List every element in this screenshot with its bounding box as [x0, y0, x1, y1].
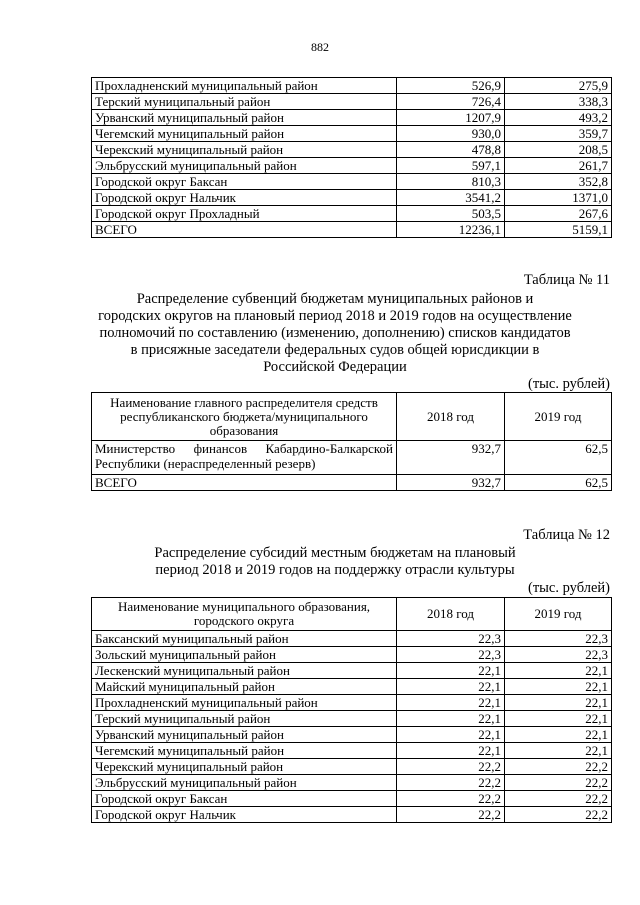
row-value-2019: 62,5 [505, 441, 612, 475]
table-row [92, 110, 612, 126]
row-name: ВСЕГО [92, 222, 397, 238]
table-row [92, 158, 612, 174]
table-12-caption [60, 545, 610, 579]
row-name: Урванский муниципальный район [92, 727, 397, 743]
row-value-2018: 1207,9 [397, 110, 505, 126]
row-value-2018: 22,1 [397, 727, 505, 743]
table-row [92, 695, 612, 711]
row-value-2018: 22,1 [397, 679, 505, 695]
row-name: Эльбрусский муниципальный район [92, 775, 397, 791]
row-value-2019: 208,5 [505, 142, 612, 158]
caption-line: Распределение субсидий местным бюджетам на плановый [154, 545, 516, 561]
row-value-2019: 22,1 [505, 679, 612, 695]
row-value-2019: 22,1 [505, 695, 612, 711]
row-value-2019: 62,5 [505, 475, 612, 491]
table-row [92, 807, 612, 823]
row-name: Урванский муниципальный район [92, 110, 397, 126]
row-name: Черекский муниципальный район [92, 759, 397, 775]
row-name: Чегемский муниципальный район [92, 743, 397, 759]
table-row [92, 679, 612, 695]
row-value-2019: 493,2 [505, 110, 612, 126]
table-11 [91, 392, 612, 491]
row-name: Эльбрусский муниципальный район [92, 158, 397, 174]
row-value-2018: 526,9 [397, 78, 505, 94]
caption-line: период 2018 и 2019 годов на поддержку отрасли культуры [155, 562, 515, 578]
row-name: Терский муниципальный район [92, 711, 397, 727]
row-name: Терский муниципальный район [92, 94, 397, 110]
header-year-2019: 2019 год [505, 393, 612, 441]
row-value-2018: 22,2 [397, 791, 505, 807]
table-row [92, 126, 612, 142]
header-name: Наименование главного распределителя средств республиканского бюджета/муниципального образования [92, 393, 397, 441]
row-name: Городской округ Нальчик [92, 190, 397, 206]
table-row [92, 78, 612, 94]
row-value-2019: 359,7 [505, 126, 612, 142]
table-12-units: (тыс. рублей) [528, 580, 610, 596]
table-12 [91, 597, 612, 823]
table-row [92, 759, 612, 775]
caption-line: Распределение субвенций бюджетам муниципальных районов и [136, 291, 534, 307]
row-value-2019: 22,1 [505, 743, 612, 759]
row-value-2019: 22,2 [505, 807, 612, 823]
row-value-2019: 22,1 [505, 711, 612, 727]
row-value-2019: 267,6 [505, 206, 612, 222]
row-value-2018: 503,5 [397, 206, 505, 222]
row-name: Лескенский муниципальный район [92, 663, 397, 679]
caption-line: Российской Федерации [263, 359, 407, 375]
row-value-2018: 22,1 [397, 743, 505, 759]
table-row [92, 663, 612, 679]
row-value-2018: 932,7 [397, 475, 505, 491]
table-11-number: Таблица № 11 [523, 272, 610, 288]
row-value-2019: 338,3 [505, 94, 612, 110]
table-row [92, 174, 612, 190]
row-value-2018: 932,7 [397, 441, 505, 475]
row-value-2018: 22,2 [397, 807, 505, 823]
caption-line: полномочий по составлению (изменению, дополнению) списков кандидатов [99, 325, 571, 341]
table-row [92, 711, 612, 727]
caption-line: городских округов на плановый период 2018 и 2019 годов на осуществление [98, 308, 572, 324]
table-row [92, 775, 612, 791]
row-value-2018: 3541,2 [397, 190, 505, 206]
table-11-caption [60, 291, 610, 376]
row-name: Городской округ Нальчик [92, 807, 397, 823]
row-name: Прохладненский муниципальный район [92, 695, 397, 711]
table-row [92, 94, 612, 110]
row-value-2019: 22,1 [505, 727, 612, 743]
row-value-2019: 352,8 [505, 174, 612, 190]
row-name: Баксанский муниципальный район [92, 631, 397, 647]
row-value-2018: 12236,1 [397, 222, 505, 238]
table-row [92, 190, 612, 206]
table-row [92, 206, 612, 222]
table-continuation [91, 77, 612, 238]
row-value-2018: 22,2 [397, 759, 505, 775]
row-value-2019: 22,1 [505, 663, 612, 679]
header-year-2019: 2019 год [505, 598, 612, 631]
caption-line: в присяжные заседатели федеральных судов общей юрисдикции в [130, 342, 540, 358]
row-name: Городской округ Баксан [92, 791, 397, 807]
row-name: Городской округ Прохладный [92, 206, 397, 222]
row-value-2018: 22,1 [397, 695, 505, 711]
header-year-2018: 2018 год [397, 598, 505, 631]
row-value-2018: 22,3 [397, 631, 505, 647]
row-value-2018: 478,8 [397, 142, 505, 158]
row-name: Черекский муниципальный район [92, 142, 397, 158]
row-value-2018: 22,2 [397, 775, 505, 791]
row-value-2019: 261,7 [505, 158, 612, 174]
table-12-number: Таблица № 12 [523, 527, 610, 543]
row-name: Чегемский муниципальный район [92, 126, 397, 142]
row-value-2018: 22,1 [397, 711, 505, 727]
page-number: 882 [311, 40, 329, 54]
row-name: Прохладненский муниципальный район [92, 78, 397, 94]
row-name: Зольский муниципальный район [92, 647, 397, 663]
row-value-2019: 1371,0 [505, 190, 612, 206]
row-value-2019: 5159,1 [505, 222, 612, 238]
row-value-2019: 275,9 [505, 78, 612, 94]
row-value-2018: 597,1 [397, 158, 505, 174]
row-name: Министерство финансов Кабардино-Балкарской Республики (нераспределенный резерв) [92, 441, 397, 475]
row-name: ВСЕГО [92, 475, 397, 491]
table-row [92, 647, 612, 663]
header-name: Наименование муниципального образования, городского округа [92, 598, 397, 631]
table-row [92, 791, 612, 807]
table-row [92, 743, 612, 759]
row-value-2018: 930,0 [397, 126, 505, 142]
row-value-2019: 22,2 [505, 775, 612, 791]
table-row [92, 222, 612, 238]
table-11-units: (тыс. рублей) [528, 376, 610, 392]
row-value-2018: 726,4 [397, 94, 505, 110]
row-value-2018: 810,3 [397, 174, 505, 190]
row-value-2018: 22,1 [397, 663, 505, 679]
table-row [92, 727, 612, 743]
row-name: Городской округ Баксан [92, 174, 397, 190]
table-row [92, 142, 612, 158]
row-value-2018: 22,3 [397, 647, 505, 663]
row-value-2019: 22,2 [505, 759, 612, 775]
row-name: Майский муниципальный район [92, 679, 397, 695]
header-year-2018: 2018 год [397, 393, 505, 441]
table-row [92, 631, 612, 647]
row-value-2019: 22,3 [505, 631, 612, 647]
row-value-2019: 22,3 [505, 647, 612, 663]
row-value-2019: 22,2 [505, 791, 612, 807]
